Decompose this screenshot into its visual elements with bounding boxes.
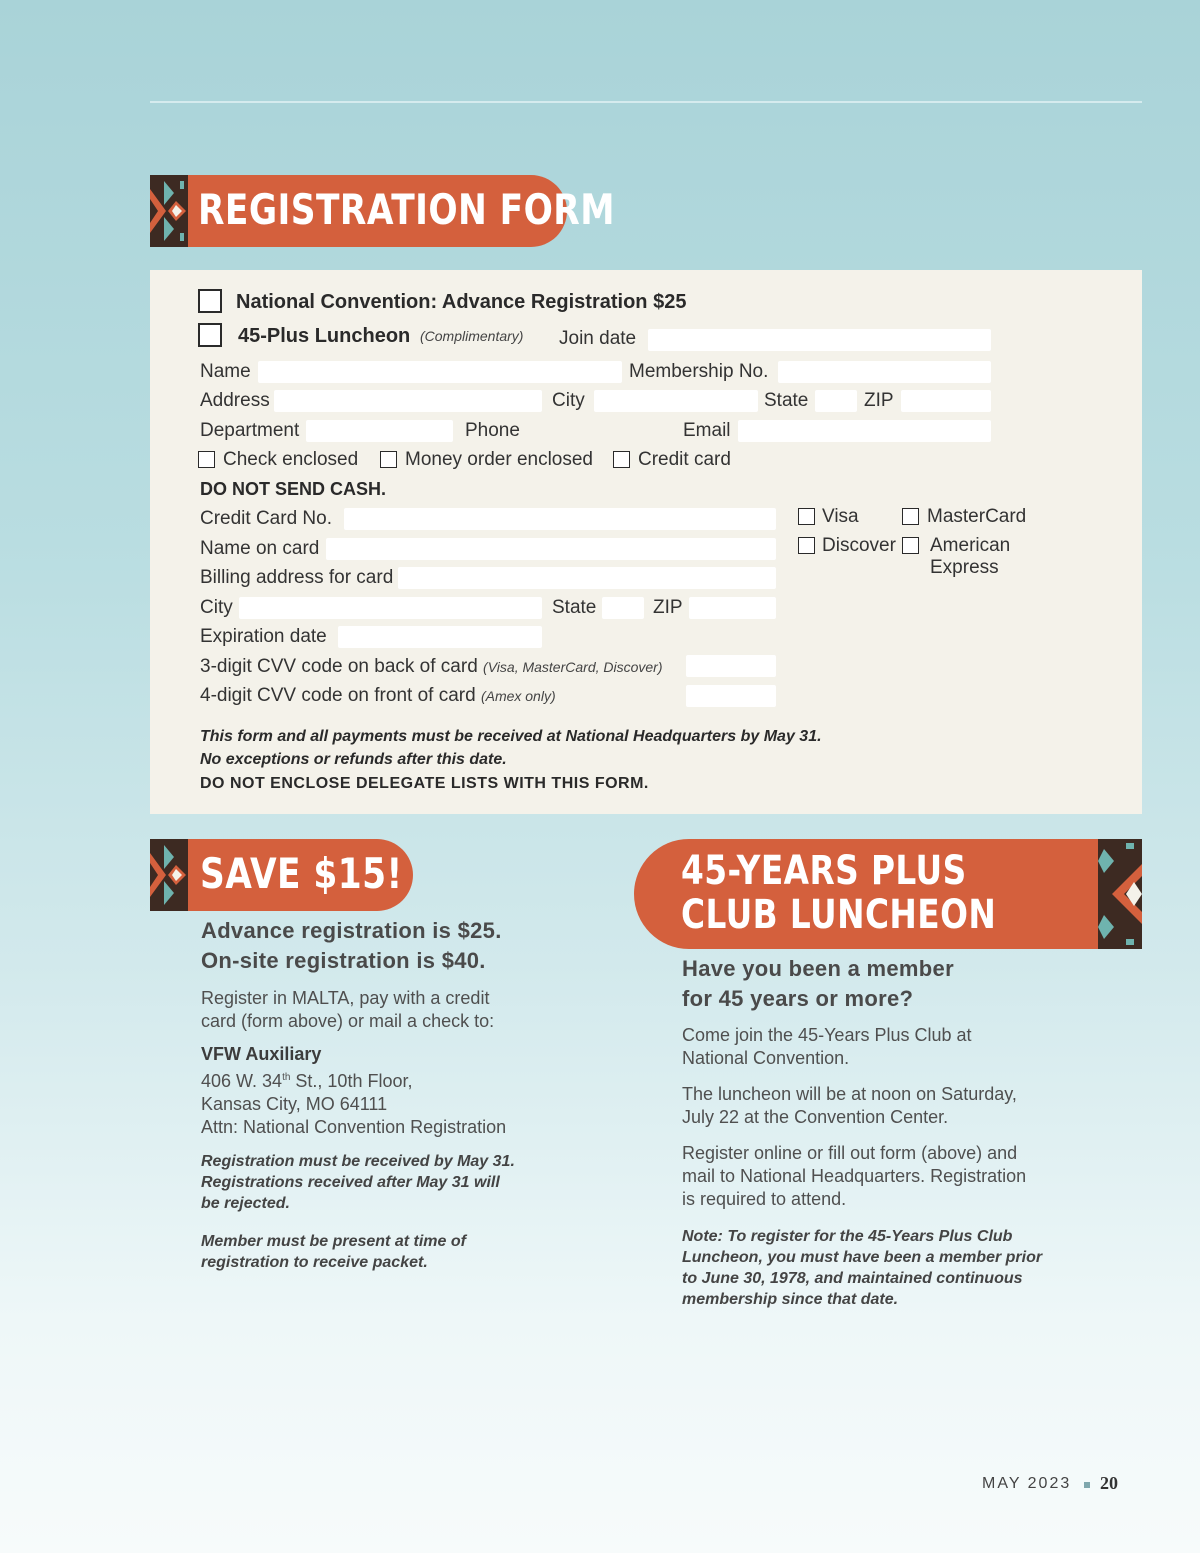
club-register-paragraph [682, 1142, 1026, 1211]
card-number-field[interactable] [344, 508, 776, 530]
zip-field[interactable] [901, 390, 991, 412]
club-title-line2: CLUB LUNCHEON [681, 892, 997, 938]
deadline-note-line2: Registrations received after May 31 will [201, 1174, 500, 1191]
state-label: State [764, 390, 809, 411]
club-luncheon-banner [634, 839, 1142, 949]
issue-date: MAY 2023 [982, 1475, 1072, 1492]
no-cash-warning: DO NOT SEND CASH. [200, 479, 387, 499]
mailing-org: VFW Auxiliary [201, 1044, 322, 1064]
cvv3-note: (Visa, MasterCard, Discover) [483, 659, 663, 675]
deadline-note-line3: be rejected. [201, 1195, 290, 1212]
club-question-line1: Have you been a member [682, 956, 954, 981]
cvv3-field[interactable] [686, 655, 776, 677]
mailing-attn: Attn: National Convention Registration [201, 1117, 507, 1137]
membership-label: Membership No. [629, 361, 769, 382]
deadline-note-line1: Registration must be received by May 31. [201, 1153, 515, 1170]
state-field[interactable] [815, 390, 857, 412]
cvv4-label [200, 685, 556, 707]
club-invite-paragraph [682, 1024, 972, 1070]
packet-note-line2: registration to receive packet. [201, 1254, 428, 1271]
convention-registration-label: National Convention: Advance Registration $25 [236, 291, 687, 313]
discover-checkbox[interactable] [798, 537, 815, 554]
club-note-line1: Note: To register for the 45-Years Plus Club [682, 1228, 1013, 1245]
footer-separator [1084, 1482, 1090, 1488]
convention-registration-checkbox[interactable] [198, 289, 222, 313]
check-enclosed-checkbox[interactable] [198, 451, 215, 468]
zip-label: ZIP [864, 390, 894, 411]
card-number-label: Credit Card No. [200, 508, 332, 529]
deadline-note: This form and all payments must be received at National Headquarters by May 31. [200, 728, 822, 745]
card-state-label: State [552, 597, 597, 618]
club-invite-line1: Come join the 45-Years Plus Club at [682, 1025, 972, 1045]
address-label: Address [200, 390, 270, 411]
expiration-label: Expiration date [200, 626, 327, 647]
amex-label-line2: Express [930, 557, 999, 578]
card-city-label: City [200, 597, 233, 618]
card-state-field[interactable] [602, 597, 644, 619]
amex-checkbox[interactable] [902, 537, 919, 554]
city-label: City [552, 390, 585, 411]
register-instructions [201, 987, 494, 1033]
address-field[interactable] [274, 390, 542, 412]
luncheon-complimentary-note: (Complimentary) [420, 328, 524, 344]
credit-card-label: Credit card [638, 449, 731, 470]
billing-address-label: Billing address for card [200, 567, 394, 588]
club-luncheon-title [681, 849, 996, 937]
mailing-city: Kansas City, MO 64111 [201, 1094, 388, 1114]
club-invite-line2: National Convention. [682, 1048, 850, 1068]
phone-label: Phone [465, 420, 520, 441]
club-register-line1: Register online or fill out form (above) and [682, 1143, 1018, 1163]
cvv3-label-text: 3-digit CVV code on back of card [200, 656, 478, 677]
club-note-line3: to June 30, 1978, and maintained continuous [682, 1270, 1023, 1287]
page-number: 20 [1100, 1473, 1118, 1493]
discover-label: Discover [822, 535, 896, 556]
registration-deadline-note [201, 1151, 515, 1214]
onsite-price-line: On-site registration is $40. [201, 948, 486, 973]
registration-form-panel [150, 270, 1142, 814]
registration-prices-heading [201, 916, 502, 976]
phone-field[interactable] [525, 420, 675, 442]
club-title-line1: 45-YEARS PLUS [681, 848, 967, 894]
luncheon-checkbox[interactable] [198, 323, 222, 347]
club-note-line2: Luncheon, you must have been a member prior [682, 1249, 1043, 1266]
registration-form-title: REGISTRATION FORM [198, 185, 615, 234]
tribal-pattern-icon [150, 175, 188, 247]
tribal-pattern-icon [1098, 839, 1142, 949]
card-zip-field[interactable] [689, 597, 776, 619]
club-note-line4: membership since that date. [682, 1291, 899, 1308]
no-refunds-note: No exceptions or refunds after this date. [200, 751, 507, 768]
cvv4-label-text: 4-digit CVV code on front of card [200, 685, 476, 706]
club-question-heading [682, 954, 954, 1014]
cvv4-note: (Amex only) [480, 688, 556, 704]
cvv4-field[interactable] [686, 685, 776, 707]
club-eligibility-note [682, 1226, 1042, 1310]
mailing-street [201, 1066, 506, 1093]
department-field[interactable] [306, 420, 453, 442]
luncheon-label: 45-Plus Luncheon [238, 325, 411, 347]
street-rest: St., 10th Floor, [290, 1071, 413, 1091]
club-register-line2: mail to National Headquarters. Registration [682, 1166, 1027, 1186]
city-field[interactable] [594, 390, 758, 412]
mastercard-label: MasterCard [927, 506, 1027, 527]
amex-label-line1: American [930, 535, 1011, 556]
club-register-line3: is required to attend. [682, 1189, 847, 1209]
packet-note-line1: Member must be present at time of [201, 1233, 466, 1250]
luncheon-time-line1: The luncheon will be at noon on Saturday, [682, 1084, 1017, 1104]
register-instructions-line1: Register in MALTA, pay with a credit [201, 988, 490, 1008]
email-label: Email [683, 420, 731, 441]
luncheon-time-paragraph [682, 1083, 1017, 1129]
name-field[interactable] [258, 361, 622, 383]
mastercard-checkbox[interactable] [902, 508, 919, 525]
department-label: Department [200, 420, 300, 441]
name-on-card-field[interactable] [326, 538, 776, 560]
join-date-field[interactable] [648, 329, 991, 351]
name-on-card-label: Name on card [200, 538, 320, 559]
email-field[interactable] [738, 420, 991, 442]
packet-note [201, 1231, 466, 1273]
advance-price-line: Advance registration is $25. [201, 918, 502, 943]
check-enclosed-label: Check enclosed [223, 449, 359, 470]
tribal-pattern-icon [150, 839, 188, 911]
billing-address-field[interactable] [398, 567, 776, 589]
card-city-field[interactable] [239, 597, 542, 619]
top-divider [150, 101, 1142, 103]
save-title: SAVE $15! [200, 849, 403, 898]
street-sup: th [282, 1072, 291, 1083]
visa-label: Visa [822, 506, 859, 527]
visa-checkbox[interactable] [798, 508, 815, 525]
expiration-field[interactable] [338, 626, 542, 648]
luncheon-time-line2: July 22 at the Convention Center. [682, 1107, 949, 1127]
street-number: 406 W. 34 [201, 1071, 283, 1091]
mailing-address [201, 1043, 506, 1139]
join-date-label: Join date [559, 328, 637, 349]
cvv3-label [200, 656, 663, 678]
delegate-lists-warning: DO NOT ENCLOSE DELEGATE LISTS WITH THIS FORM. [200, 775, 649, 792]
credit-card-checkbox[interactable] [613, 451, 630, 468]
membership-field[interactable] [778, 361, 991, 383]
money-order-checkbox[interactable] [380, 451, 397, 468]
club-question-line2: for 45 years or more? [682, 986, 914, 1011]
card-zip-label: ZIP [653, 597, 683, 618]
save-banner [150, 839, 413, 911]
registration-form-banner [150, 175, 615, 247]
name-label: Name [200, 361, 251, 382]
money-order-label: Money order enclosed [405, 449, 593, 470]
register-instructions-line2: card (form above) or mail a check to: [201, 1011, 495, 1031]
